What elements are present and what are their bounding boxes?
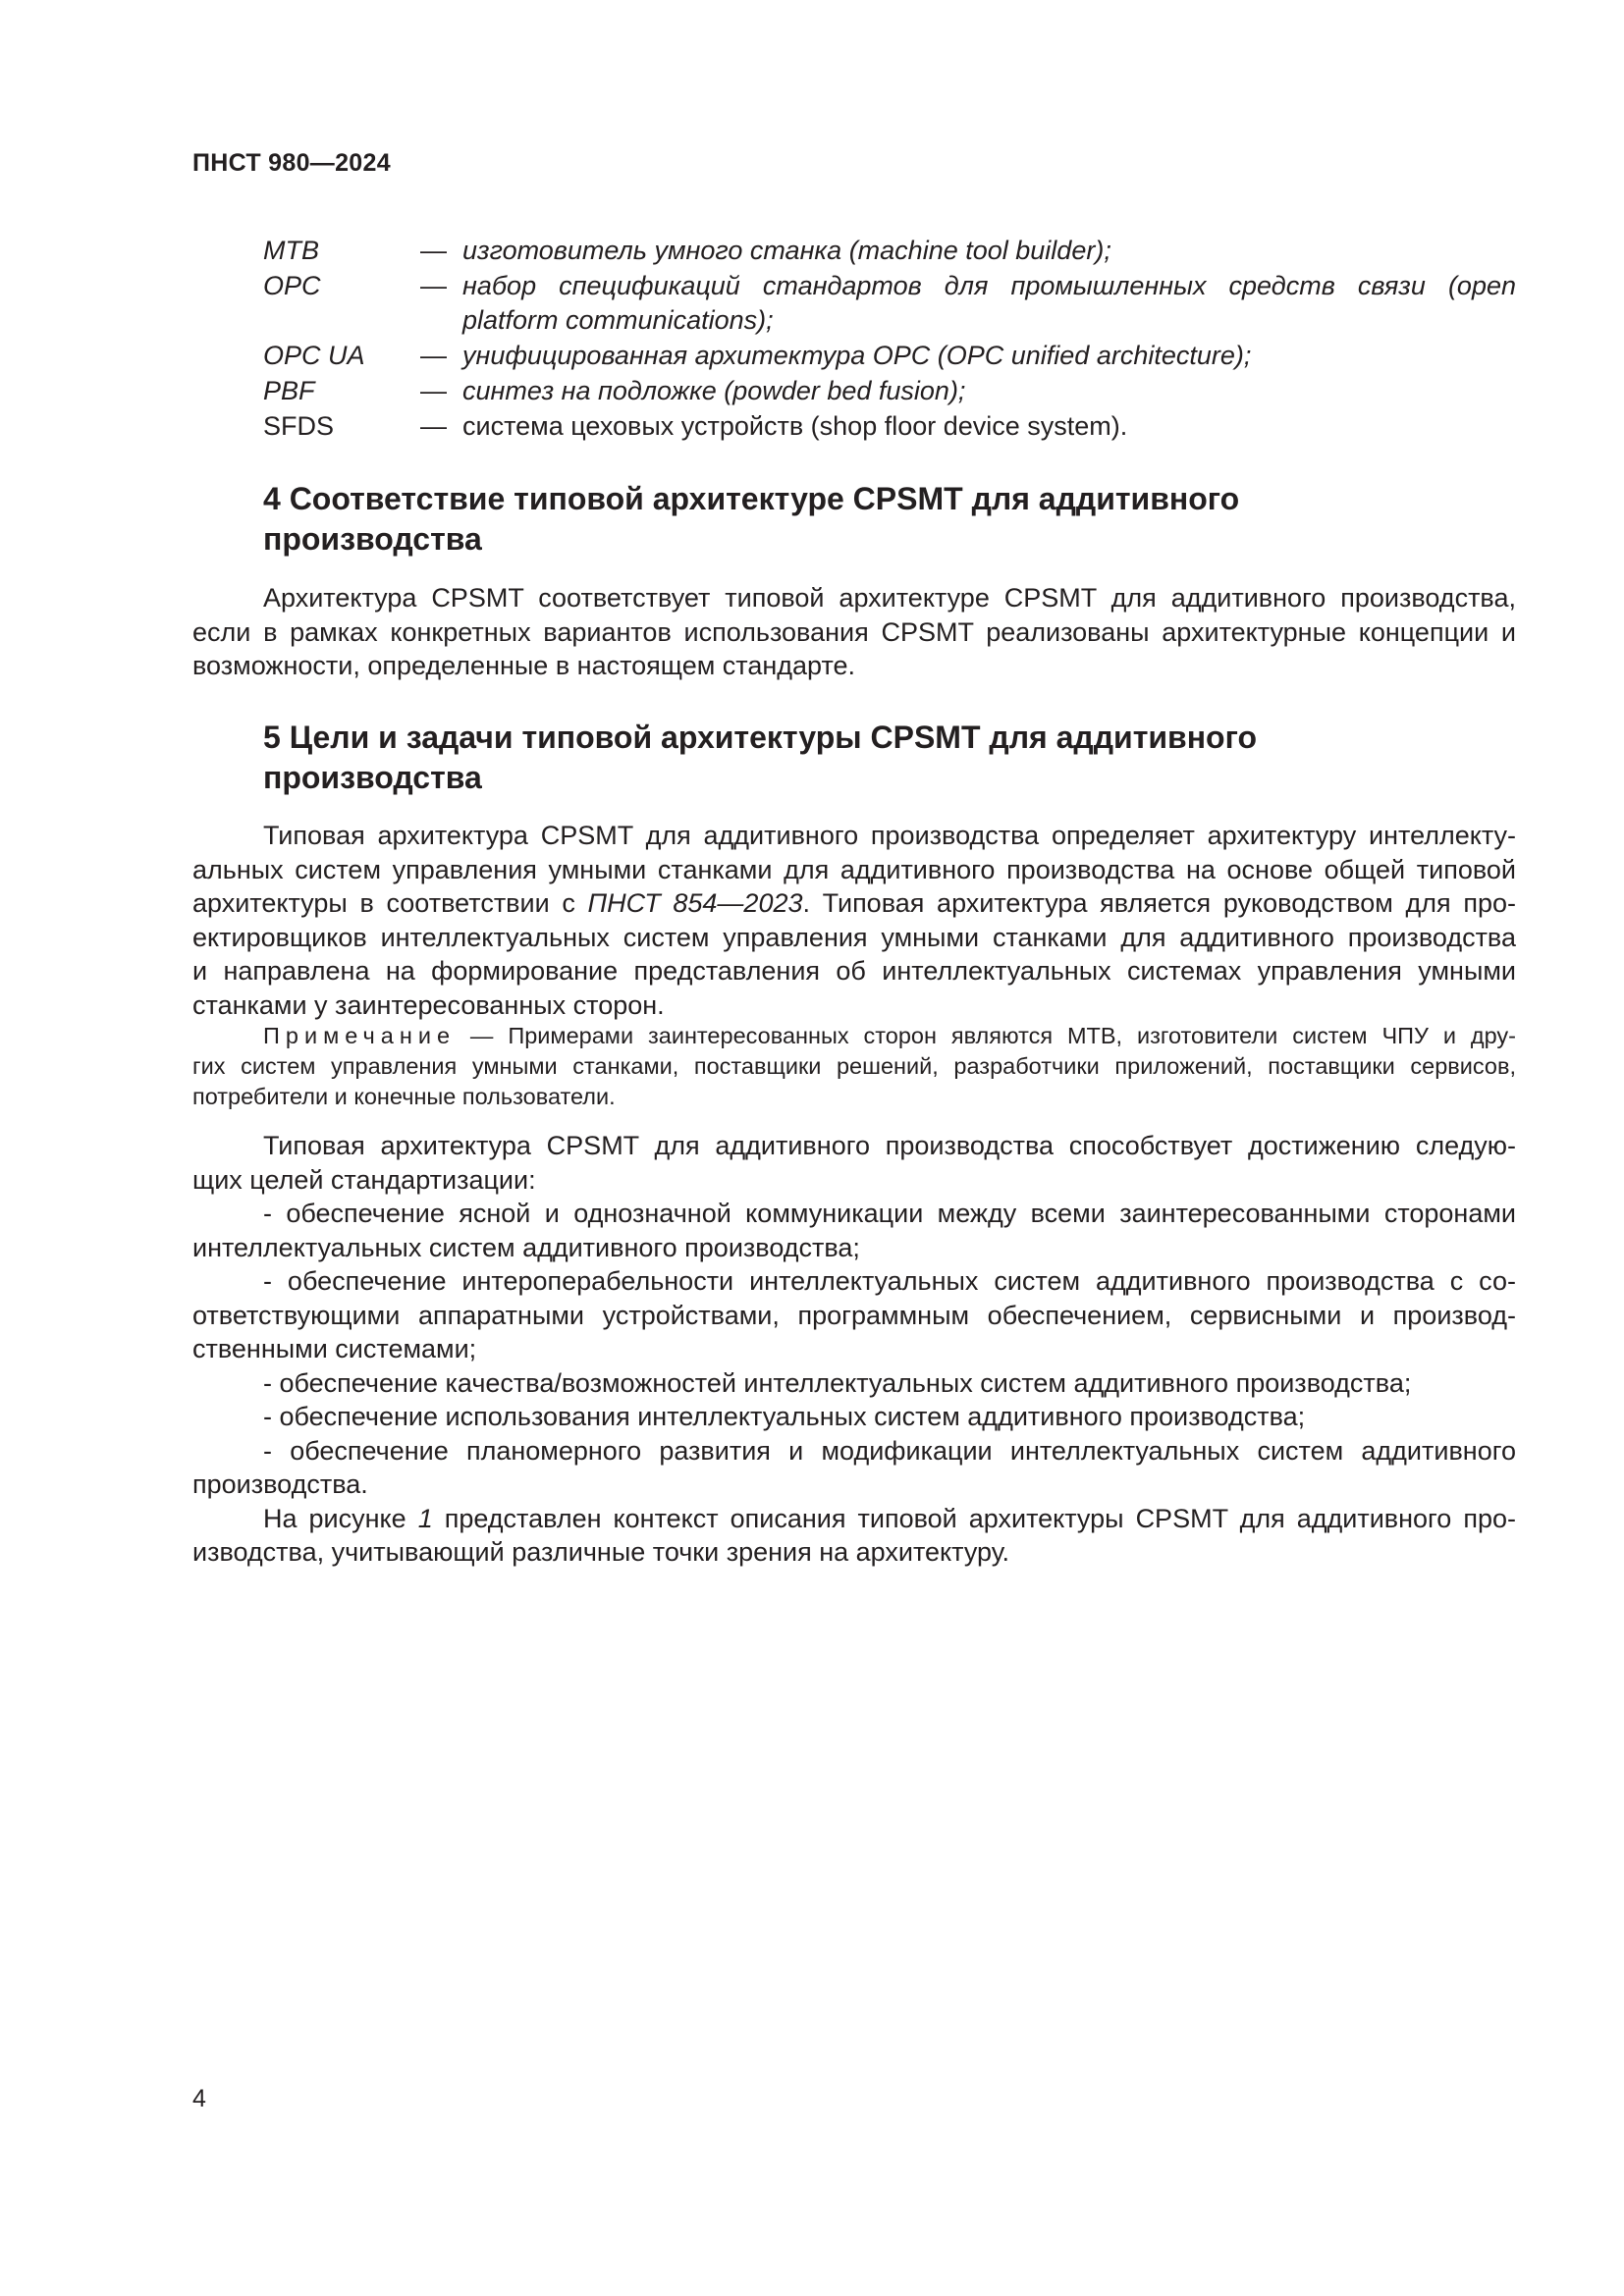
abbreviation-term: OPC UA [263, 341, 365, 370]
abbreviation-dash: — [420, 376, 447, 405]
paragraph-line: ектировщиков интеллектуальных систем управления умными станками для аддитивного производства [192, 922, 1516, 952]
section-title-line: 4 Соответствие типовой архитектуре CPSMT для аддитивного [263, 481, 1240, 516]
list-item-line: ственными системами; [192, 1334, 477, 1363]
abbreviation-definition: система цеховых устройств (shop floor device system). [462, 411, 1128, 441]
note-text: — Примерами заинтересованных сторон являются МТВ, изготовители систем ЧПУ и дру- [456, 1023, 1516, 1048]
section-4-paragraph [192, 581, 1516, 683]
paragraph-line: станками у заинтересованных сторон. [192, 989, 665, 1020]
abbreviation-definition-line: platform communications); [462, 305, 774, 335]
list-item-line [192, 1434, 1516, 1468]
list-item-line: интеллектуальных систем аддитивного производства; [192, 1232, 860, 1262]
abbreviation-definition-line: набор спецификаций стандартов для промышленных средств связи (open [462, 271, 1516, 300]
list-item-text: - обеспечение планомерного развития и модификации интеллектуальных систем аддитивного [263, 1435, 1516, 1466]
abbreviation-item [263, 339, 1516, 373]
section-5-title [263, 718, 1441, 798]
abbreviation-list [263, 234, 1516, 445]
list-item-line [192, 1264, 1516, 1299]
section-4-title [263, 479, 1441, 560]
list-item-line [192, 1400, 1516, 1434]
list-item-line [192, 1366, 1516, 1401]
paragraph-text: Архитектура CPSMT соответствует типовой архитектуре CPSMT для аддитивного производства, [263, 583, 1516, 613]
section-title-line: 5 Цели и задачи типовой архитектуры CPSMT для аддитивного [263, 720, 1258, 755]
list-item-text: - обеспечение интероперабельности интеллектуальных систем аддитивного производства с со- [263, 1266, 1516, 1296]
abbreviation-dash: — [420, 236, 447, 265]
page-number: 4 [192, 2085, 206, 2112]
abbreviation-dash: — [420, 341, 447, 370]
paragraph-line: альных систем управления умными станками для аддитивного производства на основе общей типовой [192, 854, 1516, 884]
paragraph-text: На рисунке [263, 1503, 418, 1533]
paragraph-text: архитектуры в соответствии с [192, 888, 588, 918]
list-item-text: - обеспечение ясной и однозначной коммуникации между всеми заинтересованными сторонами [263, 1199, 1516, 1228]
list-item-line: ответствующими аппаратными устройствами, программным обеспечением, сервисными и производ- [192, 1300, 1516, 1330]
section-title-line: производства [263, 521, 482, 557]
note-label: Примечание [263, 1023, 457, 1048]
paragraph-text: представлен контекст описания типовой архитектуры CPSMT для аддитивного про- [432, 1503, 1516, 1533]
paragraph-line: щих целей стандартизации: [192, 1164, 536, 1195]
abbreviation-item [263, 234, 1516, 268]
abbreviation-term: MTB [263, 236, 319, 265]
abbreviation-item [263, 374, 1516, 408]
note-line [192, 1021, 1516, 1051]
paragraph-line: возможности, определенные в настоящем стандарте. [192, 651, 856, 680]
abbreviation-definition: унифицированная архитектура OPC (OPC unified architecture); [462, 341, 1252, 370]
abbreviation-term: PBF [263, 376, 315, 405]
paragraph-line: если в рамках конкретных вариантов использования CPSMT реализованы архитектурные концепции и [192, 616, 1516, 647]
paragraph-line: и направлена на формирование представления об интеллектуальных системах управления умными [192, 956, 1516, 986]
paragraph-text: Типовая архитектура CPSMT для аддитивного производства способствует достижению следую- [263, 1131, 1516, 1160]
note [192, 1021, 1516, 1112]
section-title-line: производства [263, 760, 482, 795]
abbreviation-item [263, 269, 1516, 338]
list-item-line [192, 1197, 1516, 1231]
list-item-line: производства. [192, 1469, 368, 1499]
abbreviation-definition: изготовитель умного станка (machine tool builder); [462, 236, 1111, 265]
paragraph-line: изводства, учитывающий различные точки зрения на архитектуру. [192, 1537, 1010, 1567]
paragraph-line [192, 1129, 1516, 1163]
abbreviation-definition: синтез на подложке (powder bed fusion); [462, 376, 966, 405]
paragraph-line [192, 886, 1516, 921]
paragraph-line [192, 819, 1516, 853]
figure-reference: 1 [417, 1503, 433, 1533]
standard-reference: ПНСТ 854—2023 [587, 888, 803, 918]
section-5-paragraph-1 [192, 819, 1516, 1022]
list-item-text: - обеспечение использования интеллектуальных систем аддитивного производства; [263, 1402, 1306, 1431]
note-line: гих систем управления умными станками, поставщики решений, разработчики приложений, поставщики сервисов, [192, 1053, 1516, 1079]
paragraph-line [192, 581, 1516, 615]
abbreviation-dash: — [420, 271, 447, 300]
abbreviation-item [263, 409, 1516, 444]
paragraph-line [192, 1502, 1516, 1536]
document-id: ПНСТ 980—2024 [192, 149, 391, 177]
abbreviation-definition [462, 269, 1516, 338]
note-line: потребители и конечные пользователи. [192, 1084, 616, 1109]
abbreviation-term: SFDS [263, 411, 335, 441]
list-item-text: - обеспечение качества/возможностей интеллектуальных систем аддитивного производства; [263, 1367, 1412, 1398]
paragraph-text: Типовая архитектура CPSMT для аддитивного производства определяет архитектуру интеллекту- [263, 821, 1516, 850]
paragraph-text: . Типовая архитектура является руководством для про- [802, 888, 1516, 918]
section-5-paragraph-2 [192, 1129, 1516, 1570]
abbreviation-dash: — [420, 411, 447, 441]
abbreviation-term: OPC [263, 271, 321, 300]
